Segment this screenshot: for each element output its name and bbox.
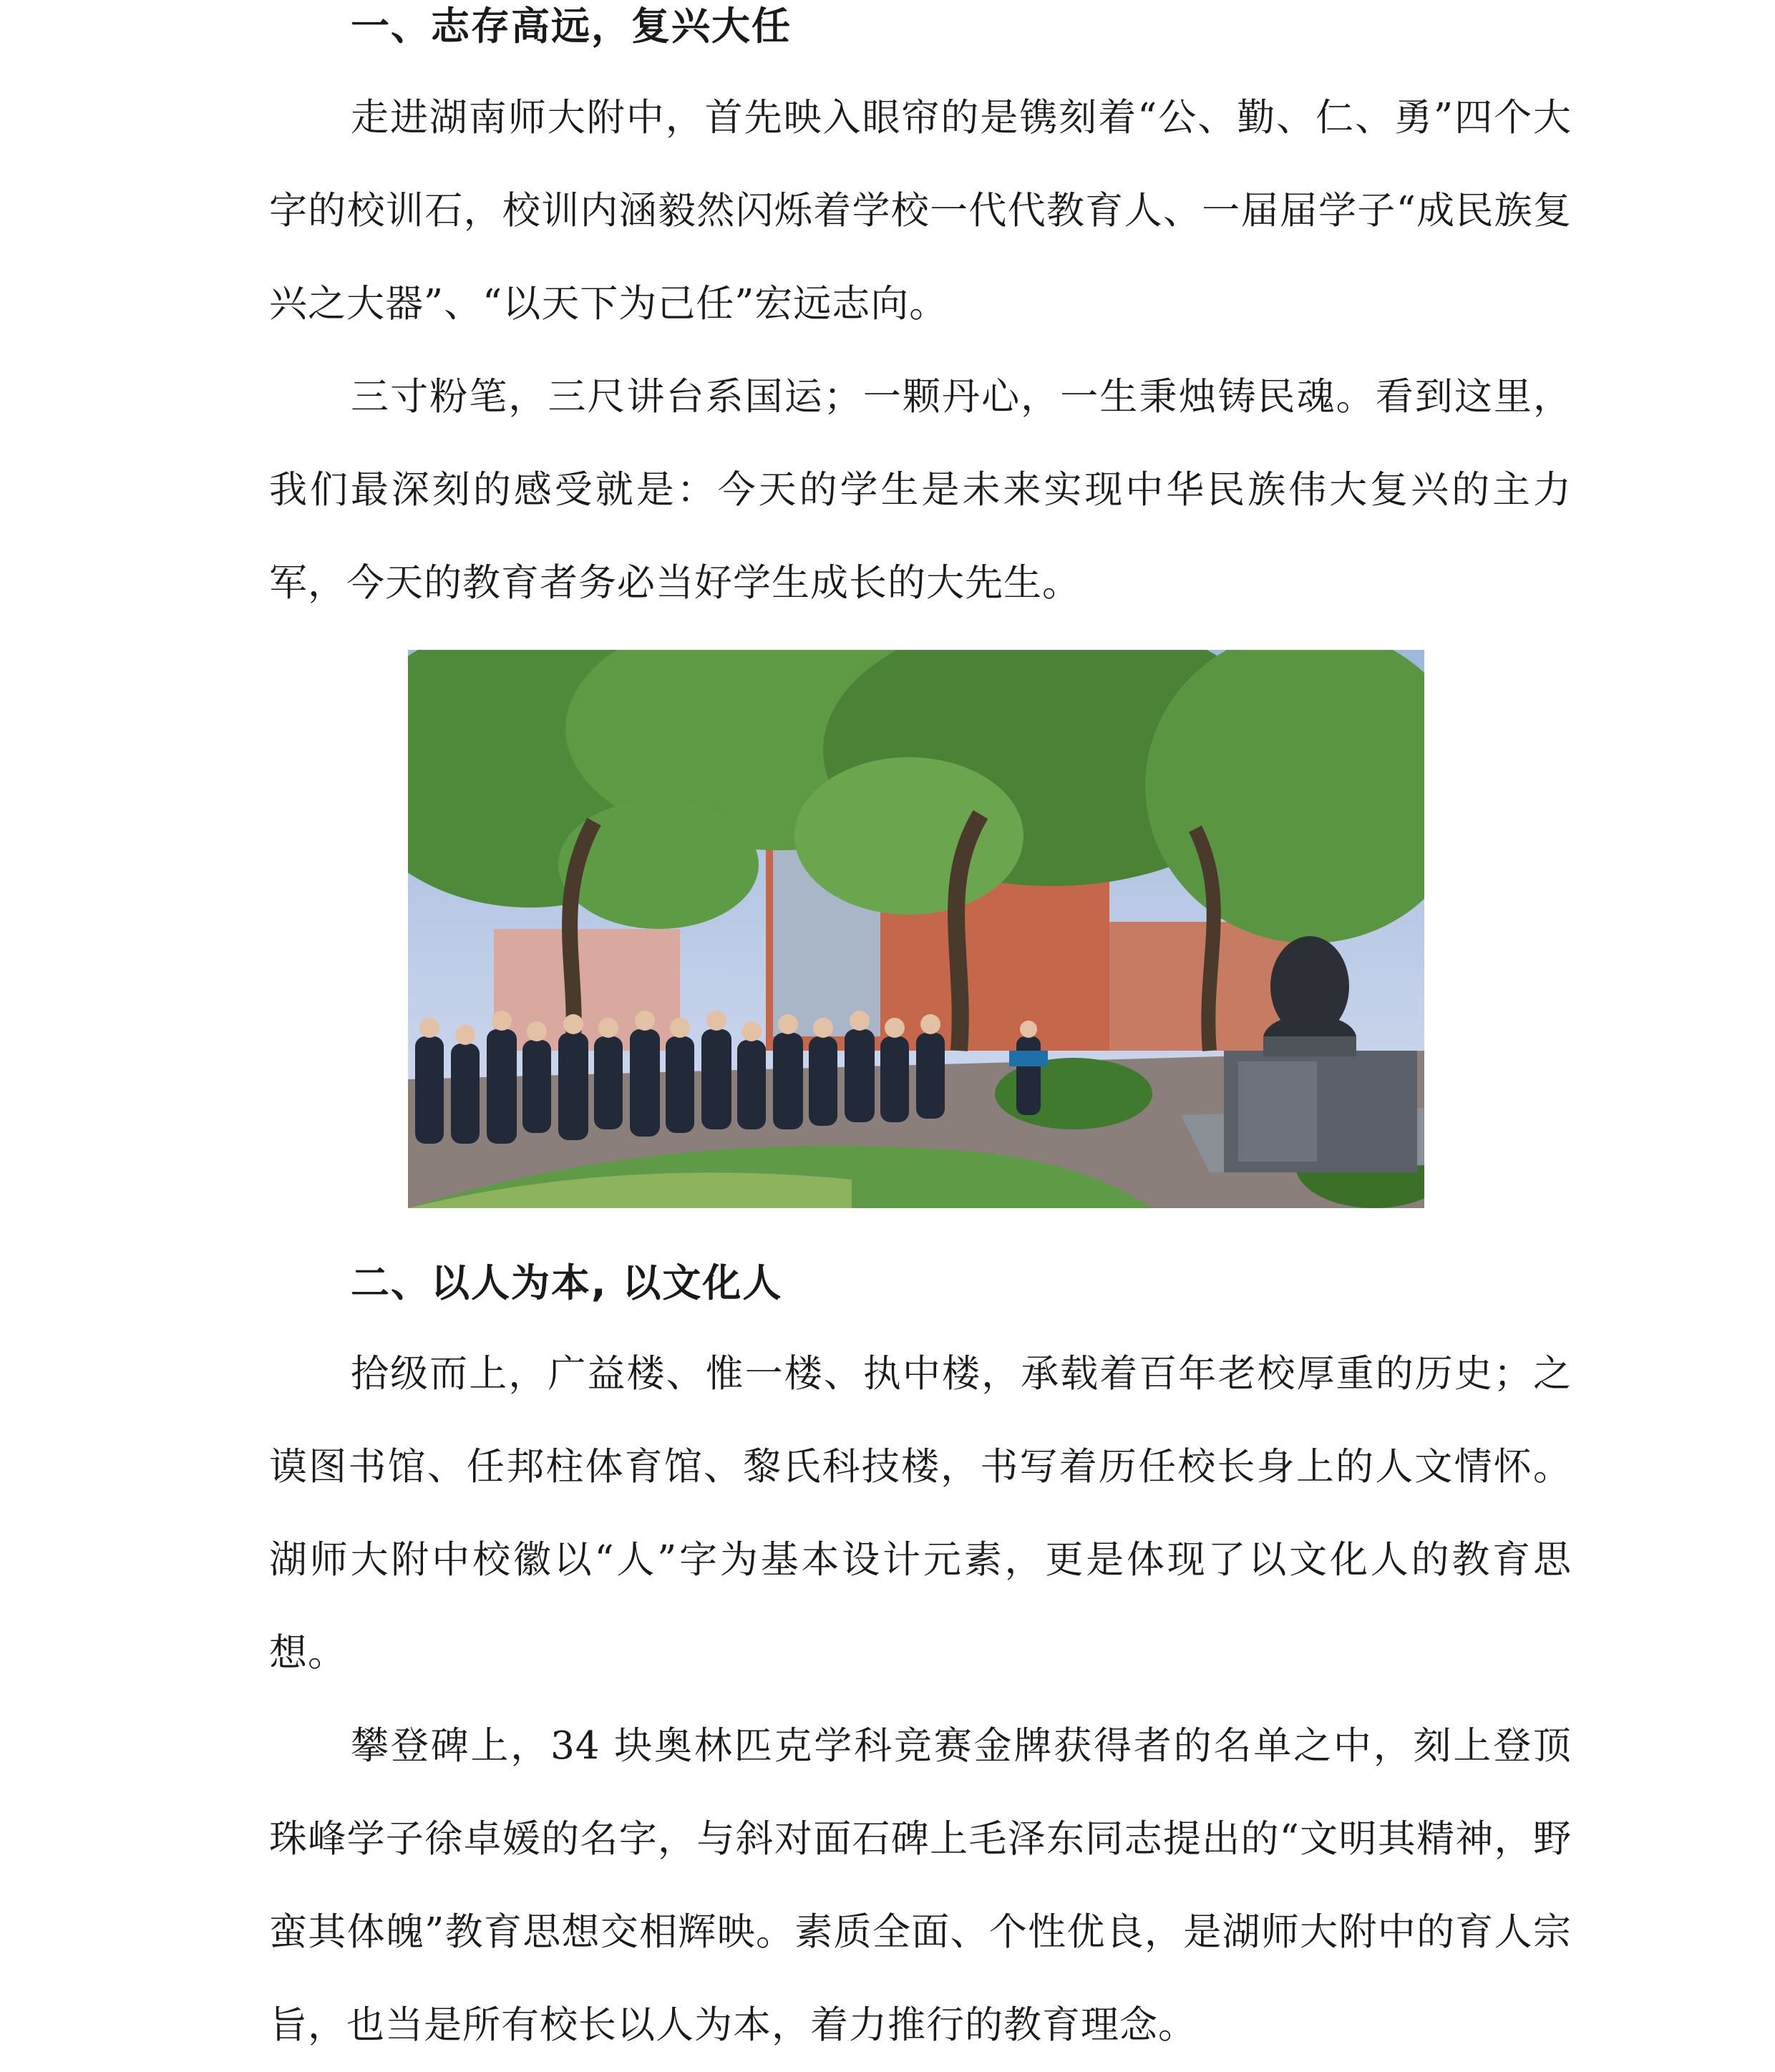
section-2-heading: 二、以人为本, 以文化人 [351,1260,783,1305]
section-1-heading: 一、志存高远，复兴大任 [351,4,792,49]
section-2-paragraph-1: 拾级而上，广益楼、惟一楼、执中楼，承载着百年老校厚重的历史；之谟图书馆、任邦柱体育馆、黎氏科技楼，书写着历任校长身上的人文情怀。湖师大附中校徽以“人”字为基本设计元素，更是体现了以文化人的教育思想。 [269,1352,1572,1675]
campus-group-photo [408,650,1424,1208]
section-1-paragraph-2: 三寸粉笔，三尺讲台系国运；一颗丹心，一生秉烛铸民魂。看到这里，我们最深刻的感受就是：今天的学生是未来实现中华民族伟大复兴的主力军，今天的教育者务必当好学生成长的大先生。 [269,375,1572,605]
section-1-paragraph-1: 走进湖南师大附中，首先映入眼帘的是镌刻着“公、勤、仁、勇”四个大字的校训石，校训内涵毅然闪烁着学校一代代教育人、一届届学子“成民族复兴之大器”、“以天下为己任”宏远志向。 [269,96,1572,326]
section-2-paragraph-2: 攀登碑上，34 块奥林匹克学科竞赛金牌获得者的名单之中，刻上登顶珠峰学子徐卓媛的名字，与斜对面石碑上毛泽东同志提出的“文明其精神，野蛮其体魄”教育思想交相辉映。素质全面、个性优良，是湖师大附中的育人宗旨，也当是所有校长以人为本，着力推行的教育理念。 [269,1724,1572,2047]
